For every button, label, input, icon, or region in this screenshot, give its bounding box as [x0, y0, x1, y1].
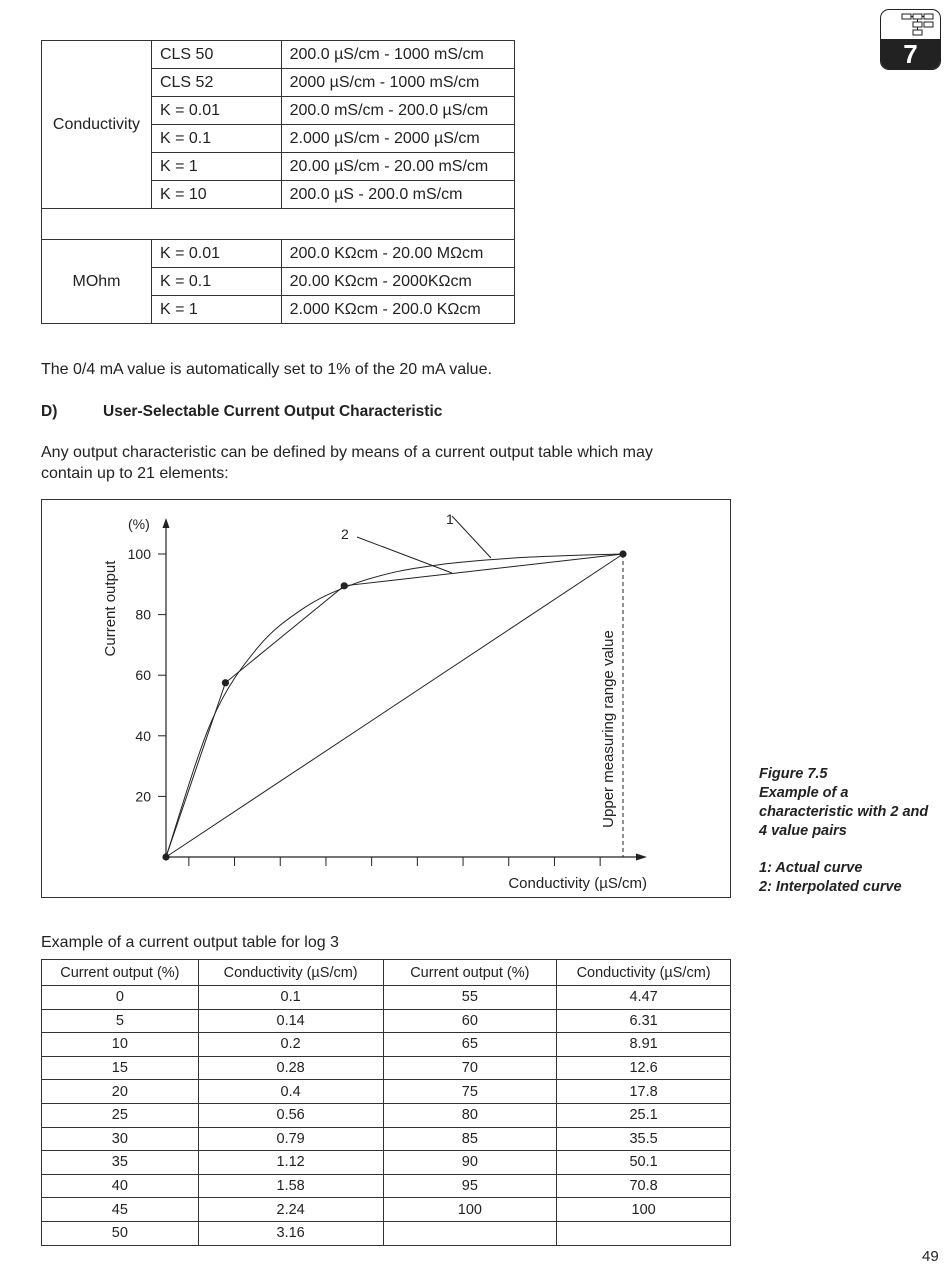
range-value: 2.000 µS/cm - 2000 µS/cm [281, 125, 514, 153]
table-cell: 4.47 [557, 986, 731, 1010]
table-cell: 25 [42, 1103, 199, 1127]
cell-type: K = 0.01 [151, 97, 281, 125]
table-cell: 55 [383, 986, 557, 1010]
table-cell: 0.79 [198, 1127, 383, 1151]
table-row [42, 1033, 731, 1057]
page-number: 49 [922, 1248, 939, 1265]
range-value: 2000 µS/cm - 1000 mS/cm [281, 69, 514, 97]
curve-1-leader-line [452, 516, 491, 558]
table-row [42, 1009, 731, 1033]
characteristic-chart [42, 500, 732, 899]
column-header: Current output (%) [42, 960, 199, 986]
table-cell: 0 [42, 986, 199, 1010]
table-cell: 100 [557, 1198, 731, 1222]
chart-axes [163, 518, 648, 861]
y-tick-label: 80 [135, 606, 151, 623]
table-cell: 0.56 [198, 1103, 383, 1127]
table-row [42, 1127, 731, 1151]
intro-text-line2: contain up to 21 elements: [41, 465, 229, 482]
table-cell: 17.8 [557, 1080, 731, 1104]
table-cell [557, 1221, 731, 1245]
table-cell: 2.24 [198, 1198, 383, 1222]
table-cell: 12.6 [557, 1056, 731, 1080]
caption-figure-number: Figure 7.5 [759, 766, 828, 782]
table-row [42, 1056, 731, 1080]
range-value: 20.00 µS/cm - 20.00 mS/cm [281, 153, 514, 181]
table-row [42, 240, 515, 268]
measuring-range-table [41, 40, 515, 324]
table-row [42, 1080, 731, 1104]
section-letter: D) [41, 403, 58, 420]
caption-line: characteristic with 2 and [759, 804, 929, 820]
current-output-table [41, 959, 731, 1246]
caption-line: 4 value pairs [759, 823, 847, 839]
intro-text-line1: Any output characteristic can be defined by means of a current output table which may [41, 444, 653, 461]
y-tick-label: 40 [135, 727, 151, 744]
table-row [42, 1198, 731, 1222]
y-tick-label: 100 [127, 546, 151, 562]
table-cell: 35 [42, 1151, 199, 1175]
table-cell: 0.14 [198, 1009, 383, 1033]
table-cell: 35.5 [557, 1127, 731, 1151]
curve-2-leader-line [357, 537, 452, 573]
figure-caption [759, 765, 928, 897]
column-header: Conductivity (µS/cm) [557, 960, 731, 986]
table-cell: 70.8 [557, 1174, 731, 1198]
table-cell: 95 [383, 1174, 557, 1198]
table-cell: 3.16 [198, 1221, 383, 1245]
cell-type: CLS 52 [151, 69, 281, 97]
table-cell: 15 [42, 1056, 199, 1080]
table-row [42, 41, 515, 69]
column-header: Current output (%) [383, 960, 557, 986]
series-line [166, 554, 623, 857]
caption-line: Example of a [759, 785, 849, 801]
x-axis-label: Conductivity (µS/cm) [508, 875, 647, 892]
cell-type: K = 10 [151, 181, 281, 209]
y-tick-label: 20 [135, 788, 151, 805]
table-cell: 1.12 [198, 1151, 383, 1175]
table-cell: 50.1 [557, 1151, 731, 1175]
table-row [42, 1151, 731, 1175]
table-row [42, 1174, 731, 1198]
caption-legend-item: 2: Interpolated curve [759, 879, 902, 895]
table-cell: 80 [383, 1103, 557, 1127]
upper-range-marker-label: Upper measuring range value [600, 630, 617, 828]
range-value: 2.000 KΩcm - 200.0 KΩcm [281, 296, 514, 324]
table-cell: 50 [42, 1221, 199, 1245]
table-cell: 40 [42, 1174, 199, 1198]
table-cell: 0.2 [198, 1033, 383, 1057]
table-cell: 0.28 [198, 1056, 383, 1080]
table-cell: 100 [383, 1198, 557, 1222]
output-table-title: Example of a current output table for log 3 [41, 934, 339, 951]
curve-1-label: 1 [446, 511, 454, 527]
y-tick-label: 60 [135, 667, 151, 684]
note-text: The 0/4 mA value is automatically set to 1% of the 20 mA value. [41, 361, 492, 378]
column-header: Conductivity (µS/cm) [198, 960, 383, 986]
table-cell: 70 [383, 1056, 557, 1080]
chart-annotations [341, 511, 623, 857]
table-cell [383, 1221, 557, 1245]
table-cell: 30 [42, 1127, 199, 1151]
table-cell: 60 [383, 1009, 557, 1033]
chart-series [166, 554, 623, 857]
chapter-number: 7 [881, 39, 940, 69]
blank-cell [42, 209, 515, 240]
table-cell: 5 [42, 1009, 199, 1033]
table-cell: 6.31 [557, 1009, 731, 1033]
y-unit-label: (%) [128, 516, 150, 532]
table-row [42, 1103, 731, 1127]
table-header-row [42, 960, 731, 986]
group-label: MOhm [42, 240, 152, 324]
blank-row [42, 209, 515, 240]
range-value: 200.0 KΩcm - 20.00 MΩcm [281, 240, 514, 268]
table-cell: 0.1 [198, 986, 383, 1010]
chapter-tab [880, 9, 941, 70]
table-row [42, 986, 731, 1010]
table-cell: 65 [383, 1033, 557, 1057]
group-label: Conductivity [42, 41, 152, 209]
cell-type: K = 1 [151, 153, 281, 181]
figure-frame [41, 499, 731, 898]
cell-type: K = 0.1 [151, 125, 281, 153]
table-cell: 10 [42, 1033, 199, 1057]
value-pair-point [222, 679, 229, 686]
x-axis-arrow [636, 854, 647, 861]
y-ticks [102, 516, 166, 804]
value-pair-point [341, 582, 348, 589]
table-cell: 90 [383, 1151, 557, 1175]
value-pair-point [162, 853, 169, 860]
table-cell: 20 [42, 1080, 199, 1104]
cell-type: CLS 50 [151, 41, 281, 69]
range-value: 200.0 µS/cm - 1000 mS/cm [281, 41, 514, 69]
cell-type: K = 0.1 [151, 268, 281, 296]
table-row [42, 1221, 731, 1245]
table-cell: 45 [42, 1198, 199, 1222]
table-cell: 8.91 [557, 1033, 731, 1057]
caption-legend-item: 1: Actual curve [759, 860, 863, 876]
range-value: 200.0 µS - 200.0 mS/cm [281, 181, 514, 209]
cell-type: K = 1 [151, 296, 281, 324]
table-cell: 0.4 [198, 1080, 383, 1104]
cell-type: K = 0.01 [151, 240, 281, 268]
section-title: User-Selectable Current Output Characteristic [103, 403, 443, 420]
table-cell: 25.1 [557, 1103, 731, 1127]
range-value: 200.0 mS/cm - 200.0 µS/cm [281, 97, 514, 125]
curve-2-label: 2 [341, 526, 349, 542]
y-axis-arrow [163, 518, 170, 528]
range-value: 20.00 KΩcm - 2000KΩcm [281, 268, 514, 296]
flowchart-icon [881, 10, 939, 40]
table-cell: 85 [383, 1127, 557, 1151]
y-axis-label: Current output [102, 560, 119, 657]
x-ticks [189, 857, 647, 892]
table-cell: 1.58 [198, 1174, 383, 1198]
table-cell: 75 [383, 1080, 557, 1104]
